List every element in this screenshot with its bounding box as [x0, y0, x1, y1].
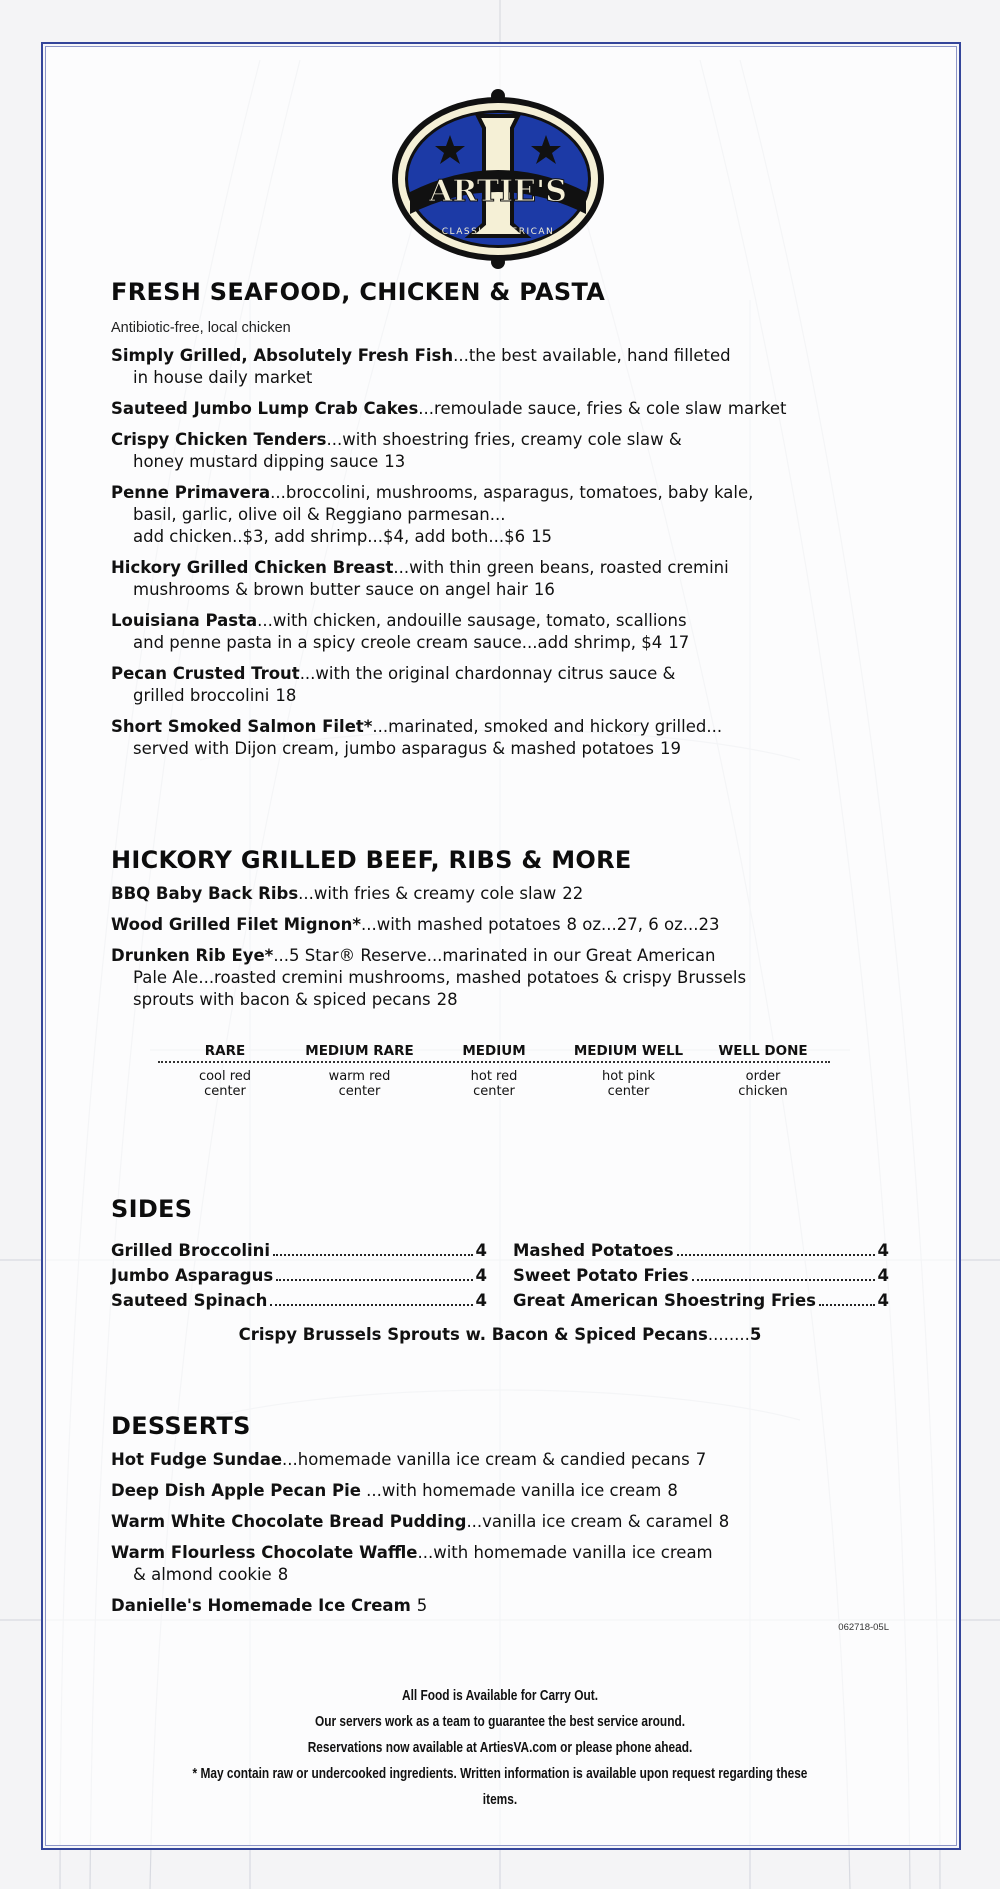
- menu-item-price: market: [727, 399, 787, 418]
- doneness-description-line: chicken: [738, 1084, 788, 1099]
- menu-item-text: [133, 580, 528, 599]
- menu-item: [111, 429, 889, 473]
- doneness-labels: [158, 1043, 830, 1063]
- menu-item-first-line: [111, 398, 889, 420]
- menu-item-description: ...with shoestring fries, creamy cole slaw &: [326, 430, 682, 449]
- side-item-name: [513, 1265, 689, 1287]
- menu-item-continuation-line: [111, 738, 889, 760]
- menu-item-name: BBQ Baby Back Ribs: [111, 884, 299, 903]
- side-item-price-text: 4: [877, 1266, 889, 1285]
- doneness-description-line: center: [473, 1084, 515, 1099]
- menu-item-text: [111, 717, 722, 736]
- side-item-name-text: Jumbo Asparagus: [111, 1266, 274, 1285]
- menu-item-text: [133, 633, 662, 652]
- menu-item-first-line: [111, 716, 889, 738]
- menu-item-name: Sauteed Jumbo Lump Crab Cakes: [111, 399, 419, 418]
- doneness-guide: [158, 1043, 830, 1099]
- menu-item-continuation-line: [111, 504, 889, 526]
- menu-item: [111, 945, 889, 1011]
- side-item-name-text: Sweet Potato Fries: [513, 1266, 689, 1285]
- menu-item: [111, 716, 889, 760]
- logo-name: ARTIE'S: [429, 174, 567, 209]
- menu-item-description: Pale Ale...roasted cremini mushrooms, mashed potatoes & crispy Brussels: [133, 968, 747, 987]
- menu-item: [111, 345, 889, 389]
- doneness-description: [696, 1069, 830, 1099]
- menu-item-name: Hickory Grilled Chicken Breast: [111, 558, 394, 577]
- menu-item-description: grilled broccolini: [133, 686, 270, 705]
- menu-item-description: ...with homemade vanilla ice cream: [360, 1481, 662, 1500]
- menu-item: [111, 398, 889, 420]
- menu-item-price: 8: [718, 1512, 730, 1531]
- menu-item-description: ...with fries & creamy cole slaw: [298, 884, 557, 903]
- menu-item-text: [133, 739, 654, 758]
- seafood-note: Antibiotic-free, local chicken: [111, 320, 291, 336]
- menu-item-description: ...marinated, smoked and hickory grilled...: [372, 717, 723, 736]
- sides-right-column: [513, 1237, 889, 1312]
- menu-item-name: Louisiana Pasta: [111, 611, 258, 630]
- menu-item-text: [133, 686, 269, 705]
- featured-side-name: Crispy Brussels Sprouts w. Bacon & Spiced Pecans: [238, 1325, 708, 1344]
- menu-item-text: [111, 915, 561, 934]
- dessert-items: [111, 1449, 889, 1617]
- featured-side: Crispy Brussels Sprouts w. Bacon & Spiced Pecans........5: [238, 1325, 762, 1344]
- menu-item-first-line: [111, 914, 889, 936]
- doneness-label: MEDIUM WELL: [573, 1043, 684, 1059]
- doneness-description-line: center: [204, 1084, 246, 1099]
- side-item-name: [513, 1290, 816, 1312]
- doneness-description: [427, 1069, 561, 1099]
- menu-item-continuation-line: [111, 685, 889, 707]
- doneness-description-line: warm red: [328, 1069, 391, 1084]
- doneness-description-line: cool red: [198, 1069, 252, 1084]
- menu-item-text: [111, 1596, 411, 1615]
- side-item-price: [878, 1265, 889, 1287]
- menu-item-description: sprouts with bacon & spiced pecans: [133, 990, 431, 1009]
- menu-item-name: Penne Primavera: [111, 483, 271, 502]
- side-item-price: [476, 1265, 487, 1287]
- menu-item-first-line: [111, 1542, 889, 1564]
- leader-dots: [276, 1279, 472, 1281]
- menu-item-description: ...remoulade sauce, fries & cole slaw: [418, 399, 722, 418]
- menu-item-description: ...broccolini, mushrooms, asparagus, tomatoes, baby kale,: [270, 483, 754, 502]
- sides-left-column: [111, 1237, 487, 1312]
- side-item-price: [878, 1240, 889, 1262]
- menu-item-name: Deep Dish Apple Pecan Pie: [111, 1481, 361, 1500]
- footer-notes: [181, 1683, 819, 1813]
- menu-item-price: 7: [695, 1450, 707, 1469]
- menu-item-price: 17: [668, 633, 690, 652]
- beef-heading: HICKORY GRILLED BEEF, RIBS & MORE: [111, 846, 632, 874]
- menu-item-text: [133, 527, 525, 546]
- menu-item: [111, 883, 889, 905]
- menu-item-text: [133, 505, 506, 524]
- menu-item-first-line: [111, 1595, 889, 1617]
- menu-item-name: Wood Grilled Filet Mignon*: [111, 915, 361, 934]
- doneness-label: WELL DONE: [718, 1043, 808, 1059]
- side-item-name-text: Sauteed Spinach: [111, 1291, 268, 1310]
- side-item-price-text: 4: [475, 1241, 487, 1260]
- menu-item-continuation-line: [111, 526, 889, 548]
- menu-item-price: 22: [562, 884, 584, 903]
- menu-item-description: mushrooms & brown butter sauce on angel hair: [133, 580, 528, 599]
- doneness-label: MEDIUM RARE: [305, 1043, 414, 1059]
- menu-item-name: Crispy Chicken Tenders: [111, 430, 327, 449]
- doneness-label: RARE: [204, 1043, 246, 1059]
- menu-item-first-line: [111, 945, 889, 967]
- menu-item-text: [111, 611, 687, 630]
- menu-item-text: [111, 558, 729, 577]
- arties-logo: [390, 88, 606, 270]
- side-item-price-text: 4: [475, 1266, 487, 1285]
- side-item-price: [476, 1290, 487, 1312]
- menu-item-name: Pecan Crusted Trout: [111, 664, 300, 683]
- menu-item-text: [133, 452, 378, 471]
- menu-item-first-line: [111, 883, 889, 905]
- menu-item: [111, 1542, 889, 1586]
- menu-item-text: [111, 483, 753, 502]
- side-item-name-text: Grilled Broccolini: [111, 1241, 271, 1260]
- menu-item-first-line: [111, 345, 889, 367]
- side-item-price-text: 4: [877, 1241, 889, 1260]
- menu-item-text: [111, 1543, 713, 1562]
- footer-line: * May contain raw or undercooked ingredients. Written information is available upon request regarding these items.: [192, 1766, 808, 1808]
- side-item: [513, 1265, 889, 1287]
- menu-item-description: & almond cookie: [133, 1565, 272, 1584]
- menu-item-name: Hot Fudge Sundae: [111, 1450, 283, 1469]
- doneness-label: MEDIUM: [462, 1043, 526, 1059]
- doneness-description: [158, 1069, 292, 1099]
- menu-item-name: Warm White Chocolate Bread Pudding: [111, 1512, 467, 1531]
- menu-item-first-line: [111, 1511, 889, 1533]
- menu-item-text: [111, 1450, 690, 1469]
- menu-item-name: Drunken Rib Eye*: [111, 946, 274, 965]
- doneness-description: [293, 1069, 427, 1099]
- menu-item-price: 16: [533, 580, 555, 599]
- side-item-price-text: 4: [475, 1291, 487, 1310]
- menu-item: [111, 1595, 889, 1617]
- leader-dots: [270, 1304, 472, 1306]
- menu-item-description: ...with mashed potatoes: [360, 915, 561, 934]
- menu-item-continuation-line: [111, 1564, 889, 1586]
- menu-item: [111, 1480, 889, 1502]
- menu-item-price: 8: [667, 1481, 678, 1500]
- menu-item-text: [111, 346, 731, 365]
- doneness-description-line: center: [338, 1084, 381, 1099]
- menu-item: [111, 663, 889, 707]
- seafood-section: [111, 278, 889, 760]
- menu-item-description: ...5 Star® Reserve...marinated in our Great American: [273, 946, 716, 965]
- menu-item-first-line: [111, 429, 889, 451]
- footer-line: All Food is Available for Carry Out.: [401, 1688, 599, 1704]
- menu-item-text: [111, 399, 722, 418]
- menu-item-price: 5: [416, 1596, 428, 1615]
- menu-item-text: [111, 946, 715, 965]
- side-item: [111, 1240, 487, 1262]
- menu-item-description: ...with thin green beans, roasted cremini: [393, 558, 729, 577]
- beef-section: [111, 846, 889, 1011]
- menu-item-text: [111, 664, 675, 683]
- menu-item-first-line: [111, 557, 889, 579]
- menu-item-description: in house daily: [133, 368, 248, 387]
- doneness-description-line: center: [607, 1084, 650, 1099]
- beef-items: [111, 883, 889, 1011]
- doneness-description-line: hot pink: [601, 1069, 656, 1084]
- side-item-name: [111, 1290, 267, 1312]
- side-item: [513, 1240, 889, 1262]
- seafood-heading: FRESH SEAFOOD, CHICKEN & PASTA: [111, 278, 606, 306]
- seafood-items: [111, 345, 889, 760]
- menu-item-price: 15: [531, 527, 553, 546]
- side-item-name-text: Great American Shoestring Fries: [513, 1291, 816, 1310]
- side-item-price: [476, 1240, 487, 1262]
- menu-item-text: [111, 430, 682, 449]
- menu-item-text: [111, 1512, 713, 1531]
- desserts-section: [111, 1412, 889, 1617]
- menu-item-price: 8 oz...27, 6 oz...23: [566, 915, 720, 934]
- menu-item-description: basil, garlic, olive oil & Reggiano parmesan...: [133, 505, 506, 524]
- menu-item-description: ...with chicken, andouille sausage, tomato, scallions: [257, 611, 687, 630]
- menu-item-continuation-line: [111, 367, 889, 389]
- menu-item: [111, 914, 889, 936]
- menu-item-continuation-line: [111, 451, 889, 473]
- menu-item-name: Simply Grilled, Absolutely Fresh Fish: [111, 346, 454, 365]
- menu-item-text: [111, 1481, 661, 1500]
- menu-item-first-line: [111, 1449, 889, 1471]
- doneness-descriptions: [158, 1069, 830, 1099]
- menu-item-description: ...homemade vanilla ice cream & candied pecans: [282, 1450, 690, 1469]
- leader-dots: [692, 1279, 875, 1281]
- menu-item-first-line: [111, 482, 889, 504]
- menu-item: [111, 557, 889, 601]
- side-item: [513, 1290, 889, 1312]
- menu-item-text: [133, 968, 746, 987]
- menu-item-first-line: [111, 663, 889, 685]
- sides-heading: SIDES: [111, 1195, 193, 1223]
- menu-item-text: [111, 884, 556, 903]
- side-item-name: [111, 1265, 273, 1287]
- doneness-description-line: hot red: [470, 1069, 518, 1084]
- menu-item-description: ...the best available, hand filleted: [453, 346, 731, 365]
- doneness-description-line: order: [745, 1069, 781, 1084]
- menu-item-first-line: [111, 1480, 889, 1502]
- menu-item-description: ...with homemade vanilla ice cream: [417, 1543, 713, 1562]
- footer-line: Our servers work as a team to guarantee the best service around.: [314, 1714, 686, 1730]
- desserts-heading: DESSERTS: [111, 1412, 251, 1440]
- menu-item-price: market: [253, 368, 313, 387]
- menu-item-description: served with Dijon cream, jumbo asparagus & mashed potatoes: [133, 739, 654, 758]
- side-item-price: [878, 1290, 889, 1312]
- menu-item-text: [133, 368, 248, 387]
- menu-item: [111, 1449, 889, 1471]
- menu-item-first-line: [111, 610, 889, 632]
- doneness-description: [562, 1069, 696, 1099]
- side-item-name-text: Mashed Potatoes: [513, 1241, 674, 1260]
- menu-item-continuation-line: [111, 967, 889, 989]
- logo-tagline: CLASSIC AMERICAN: [441, 227, 555, 237]
- menu-item-price: 28: [436, 990, 458, 1009]
- menu-item-description: add chicken..$3, add shrimp...$4, add both...$6: [133, 527, 526, 546]
- side-item: [111, 1265, 487, 1287]
- menu-item-text: [133, 990, 431, 1009]
- menu-code: 062718-05L: [838, 1622, 889, 1633]
- menu-item-name: Short Smoked Salmon Filet*: [111, 717, 373, 736]
- menu-item-description: honey mustard dipping sauce: [133, 452, 379, 471]
- menu-item-price: 19: [659, 739, 681, 758]
- side-item-price-text: 4: [877, 1291, 889, 1310]
- menu-item-text: [133, 1565, 272, 1584]
- menu-item-description: ...with the original chardonnay citrus sauce &: [299, 664, 676, 683]
- leader-dots: [273, 1254, 472, 1256]
- menu-item-continuation-line: [111, 579, 889, 601]
- menu-item-description: ...vanilla ice cream & caramel: [466, 1512, 713, 1531]
- footer-line: Reservations now available at ArtiesVA.com or please phone ahead.: [307, 1740, 693, 1756]
- menu-item-price: 13: [384, 452, 406, 471]
- menu-item: [111, 1511, 889, 1533]
- leader-dots: [819, 1304, 875, 1306]
- menu-item-price: 8: [277, 1565, 289, 1584]
- side-item-name: [513, 1240, 674, 1262]
- side-item-name: [111, 1240, 270, 1262]
- sides-section: [111, 1195, 889, 1346]
- leader-dots: [677, 1254, 875, 1256]
- menu-item: [111, 610, 889, 654]
- side-item: [111, 1290, 487, 1312]
- menu-item: [111, 482, 889, 548]
- menu-item-name: Danielle's Homemade Ice Cream: [111, 1596, 411, 1615]
- menu-item-name: Warm Flourless Chocolate Waffle: [111, 1543, 418, 1562]
- menu-item-description: and penne pasta in a spicy creole cream sauce...add shrimp, $4: [133, 633, 663, 652]
- menu-item-continuation-line: [111, 632, 889, 654]
- featured-side-price: 5: [749, 1325, 762, 1344]
- menu-item-continuation-line: [111, 989, 889, 1011]
- menu-item-price: 18: [275, 686, 297, 705]
